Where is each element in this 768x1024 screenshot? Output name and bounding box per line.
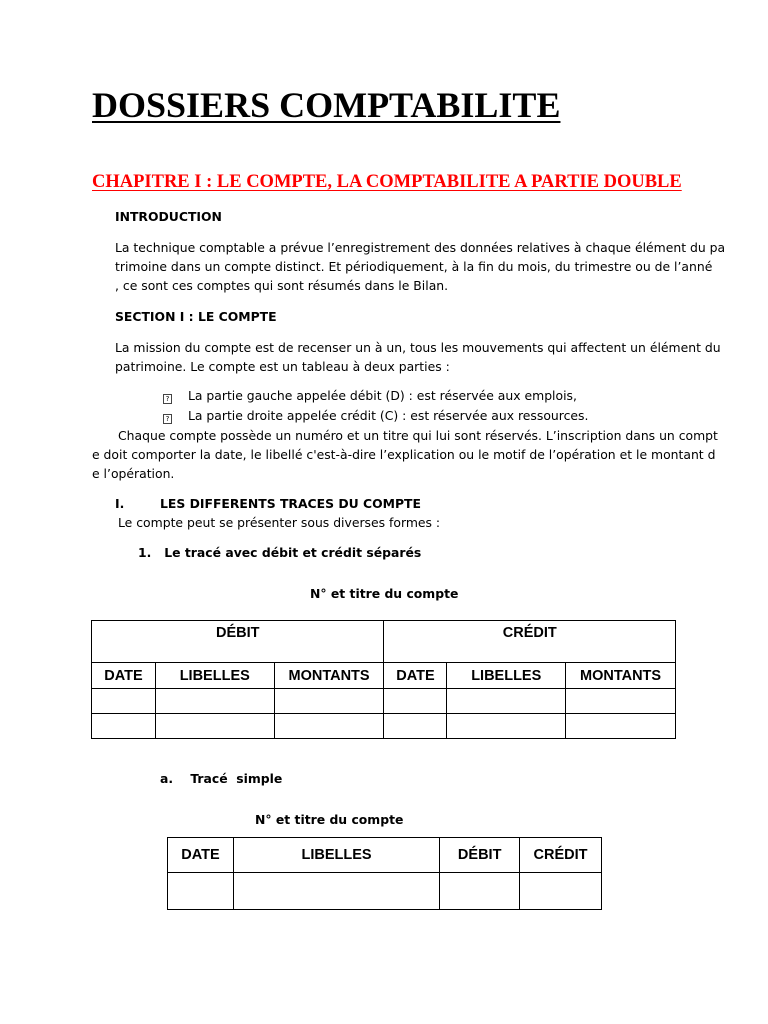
table-cell — [274, 689, 384, 714]
section-line-1: La mission du compte est de recenser un à un, tous les mouvements qui affectent un élément du — [115, 340, 721, 355]
para-line-3: e l’opération. — [92, 466, 175, 481]
table-row — [92, 689, 676, 714]
table-row — [168, 873, 602, 910]
table-cell — [155, 714, 274, 739]
table-cell — [274, 714, 384, 739]
col-credit: CRÉDIT — [520, 838, 602, 873]
col-date-debit: DATE — [92, 663, 156, 689]
para-line-2: e doit comporter la date, le libellé c'est-à-dire l’explication ou le motif de l’opération et le montant d — [92, 447, 716, 462]
account-table-separated — [91, 620, 676, 739]
table-cell — [384, 689, 447, 714]
col-debit: DÉBIT — [440, 838, 520, 873]
introduction-heading: INTRODUCTION — [115, 209, 222, 224]
bullet-text-2: La partie droite appelée crédit (C) : est réservée aux ressources. — [187, 408, 589, 423]
table-cell — [155, 689, 274, 714]
traces-heading: LES DIFFERENTS TRACES DU COMPTE — [160, 496, 421, 511]
bullet-placeholder-icon: ? — [163, 414, 172, 424]
col-montants-credit: MONTANTS — [566, 663, 676, 689]
traces-heading-number: I. — [115, 496, 125, 511]
document-title: DOSSIERS COMPTABILITE — [92, 85, 561, 125]
table-cell — [92, 714, 156, 739]
credit-header: CRÉDIT — [384, 621, 676, 663]
table-row — [92, 714, 676, 739]
table-cell — [520, 873, 602, 910]
col-date: DATE — [168, 838, 234, 873]
table-cell — [566, 689, 676, 714]
section-line-2: patrimoine. Le compte est un tableau à deux parties : — [115, 359, 450, 374]
bullet-text-1: La partie gauche appelée débit (D) : est réservée aux emplois, — [187, 388, 577, 403]
list-item-a: a. Tracé simple — [160, 771, 283, 786]
table-cell — [168, 873, 234, 910]
col-libelles-credit: LIBELLES — [447, 663, 566, 689]
table-cell — [447, 689, 566, 714]
traces-intro: Le compte peut se présenter sous diverses formes : — [118, 515, 441, 530]
col-libelles: LIBELLES — [233, 838, 439, 873]
table-cell — [440, 873, 520, 910]
col-date-credit: DATE — [384, 663, 447, 689]
table-cell — [384, 714, 447, 739]
col-montants-debit: MONTANTS — [274, 663, 384, 689]
intro-line-3: , ce sont ces comptes qui sont résumés dans le Bilan. — [115, 278, 449, 293]
para-line-1: Chaque compte possède un numéro et un titre qui lui sont réservés. L’inscription dans un compt — [118, 428, 718, 443]
col-libelles-debit: LIBELLES — [155, 663, 274, 689]
table-cell — [447, 714, 566, 739]
account-table-simple — [167, 837, 602, 910]
table2-caption: N° et titre du compte — [255, 812, 404, 827]
table-cell — [92, 689, 156, 714]
bullet-item-2 — [163, 406, 588, 425]
chapter-title: CHAPITRE I : LE COMPTE, LA COMPTABILITE A PARTIE DOUBLE — [92, 172, 682, 192]
bullet-placeholder-icon: ? — [163, 394, 172, 404]
bullet-item-1 — [163, 386, 577, 405]
table-cell — [233, 873, 439, 910]
section-heading: SECTION I : LE COMPTE — [115, 309, 277, 324]
debit-header: DÉBIT — [92, 621, 384, 663]
table-cell — [566, 714, 676, 739]
table1-caption: N° et titre du compte — [310, 586, 459, 601]
intro-line-1: La technique comptable a prévue l’enregistrement des données relatives à chaque élément du pa — [115, 240, 726, 255]
intro-line-2: trimoine dans un compte distinct. Et périodiquement, à la fin du mois, du trimestre ou de l’anné — [115, 259, 713, 274]
list-item-1: 1. Le tracé avec débit et crédit séparés — [138, 545, 422, 560]
